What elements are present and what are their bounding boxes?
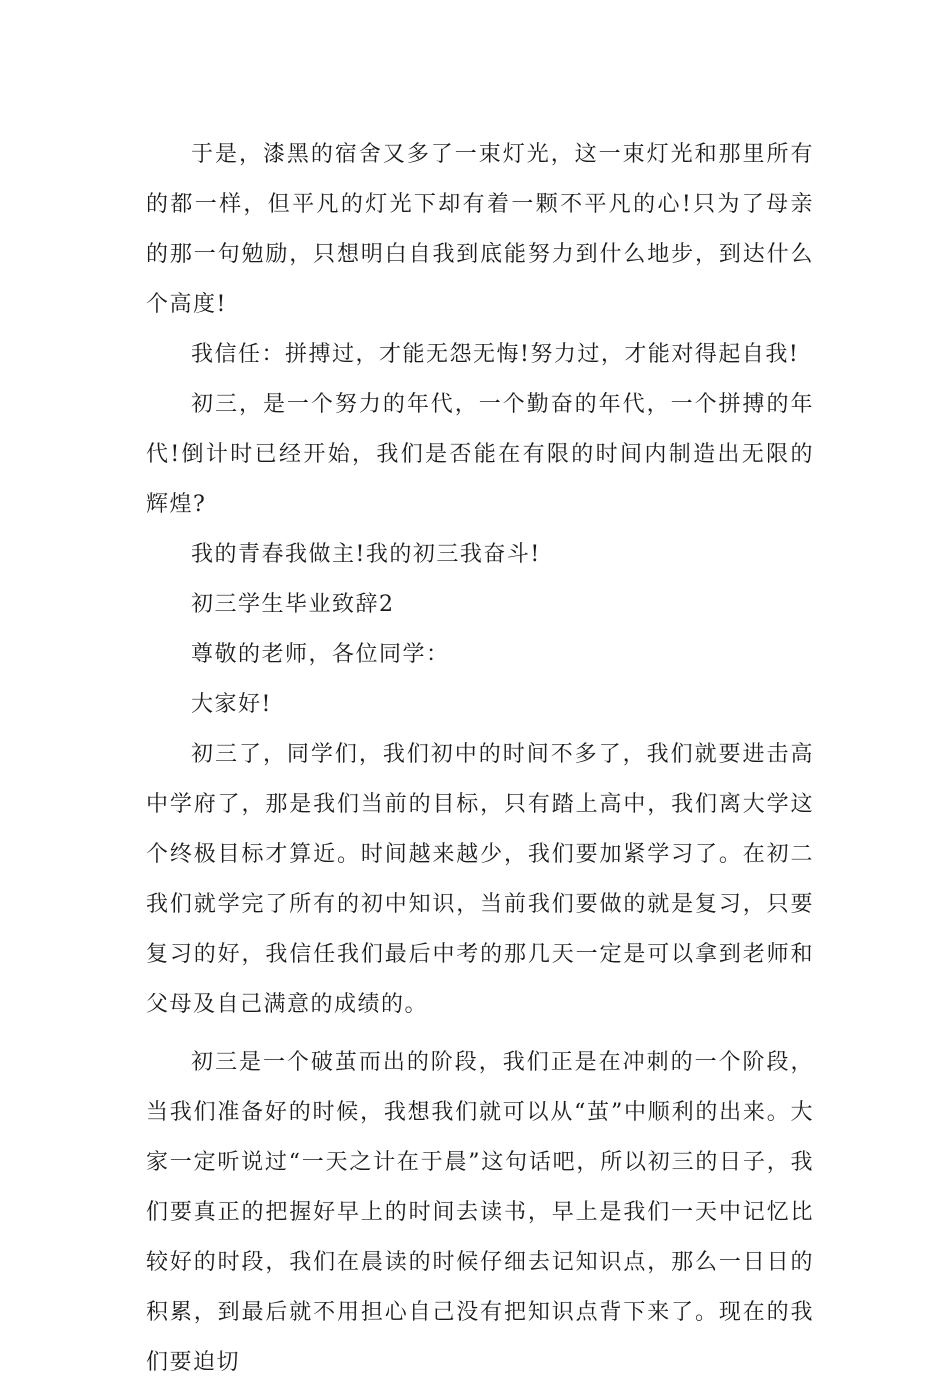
paragraph-youth-motto: 我的青春我做主!我的初三我奋斗! bbox=[191, 542, 541, 567]
salutation: 尊敬的老师，各位同学： bbox=[191, 642, 450, 667]
paragraph-grade-nine-era: 初三，是一个努力的年代，一个勤奋的年代，一个拼搏的年代!倒计时已经开始，我们是否能在有限的时间内制造出无限的辉煌? bbox=[146, 392, 814, 517]
paragraph-review-plan: 初三了，同学们，我们初中的时间不多了，我们就要进击高中学府了，那是我们当前的目标，只有踏上高中，我们离大学这个终极目标才算近。时间越来越少，我们要加紧学习了。在初二我们就学完了所有的初中知识，当前我们要做的就是复习，只要复习的好，我信任我们最后中考的那几天一定是可以拿到老师和父母及自己满意的成绩的。 bbox=[146, 742, 814, 1017]
paragraph-belief: 我信任：拼搏过，才能无怨无悔!努力过，才能对得起自我! bbox=[191, 342, 800, 367]
greeting: 大家好! bbox=[191, 692, 272, 717]
document-body bbox=[146, 130, 814, 1388]
paragraph-morning-reading: 初三是一个破茧而出的阶段，我们正是在冲刺的一个阶段，当我们准备好的时候，我想我们就可以从“茧”中顺利的出来。大家一定听说过“一天之计在于晨”这句话吧，所以初三的日子，我们要真正的把握好早上的时间去读书，早上是我们一天中记忆比较好的时段，我们在晨读的时候仔细去记知识点，那么一日日的积累，到最后就不用担心自己没有把知识点背下来了。现在的我们要迫切 bbox=[146, 1050, 814, 1375]
paragraph-dorm-light: 于是，漆黑的宿舍又多了一束灯光，这一束灯光和那里所有的都一样，但平凡的灯光下却有着一颗不平凡的心!只为了母亲的那一句勉励，只想明白自我到底能努力到什么地步，到达什么个高度! bbox=[146, 142, 814, 317]
section-title: 初三学生毕业致辞2 bbox=[191, 592, 395, 617]
